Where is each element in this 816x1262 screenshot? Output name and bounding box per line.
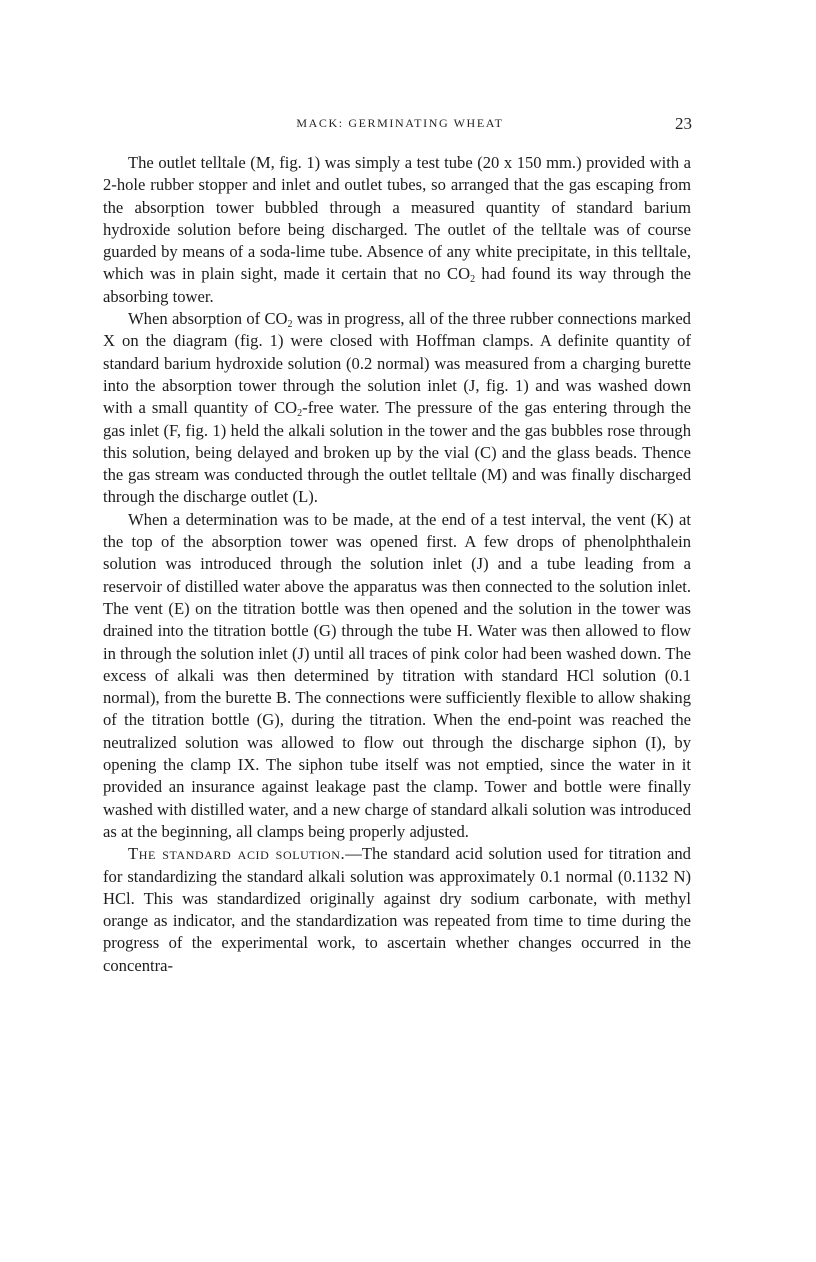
subscript: 2 — [287, 319, 293, 331]
paragraph-text: —The standard acid solution used for titration and for standardizing the standard alkali solution was approximately 0.1 normal (0.1132 N) HCl. This was standardized originally against dry sodium carbonate, with methyl orange as indicator, and the standardization was repeated from time to time during the progress of the experimental work, to ascertain whether changes occurred in the concentra- — [103, 844, 691, 975]
subscript: 2 — [470, 274, 476, 286]
paragraph-text: had found its way through the absorbing tower. — [103, 264, 691, 306]
paragraph-text: When absorption of CO — [128, 309, 288, 329]
paragraph-standard-acid — [103, 843, 691, 977]
paragraph-text: The outlet telltale (M, fig. 1) was simply a test tube (20 x 150 mm.) provided with a 2-hole rubber stopper and inlet and outlet tubes, so arranged that the gas escaping from the absorption tower bubbled through a measured quantity of standard barium hydroxide solution before being discharged. The outlet of the telltale was of course guarded by means of a soda-lime tube. Absence of any white precipitate, in this telltale, which was in plain sight, made it certain that no CO — [103, 153, 691, 284]
running-title: MACK: GERMINATING WHEAT — [296, 116, 504, 130]
paragraph-outlet-telltale — [103, 152, 691, 308]
section-heading: The standard acid solution. — [128, 844, 346, 864]
subscript: 2 — [297, 408, 303, 420]
body-text — [103, 152, 691, 977]
paragraph-text: was in progress, all of the three rubber connections marked X on the diagram (fig. 1) were closed with Hoffman clamps. A definite quantity of standard barium hydroxide solution (0.2 normal) was measured from a charging burette into the absorption tower through the solution inlet (J, fig. 1) and was washed down with a small quantity of CO — [103, 309, 691, 418]
running-header — [0, 114, 816, 134]
paragraph-determination — [103, 509, 691, 843]
paragraph-text: When a determination was to be made, at the end of a test interval, the vent (K) at the top of the absorption tower was opened first. A few drops of phenolphthalein solution was introduced through the solution inlet (J) and a tube leading from a reservoir of distilled water above the apparatus was then connected to the solution inlet. The vent (E) on the titration bottle was then opened and the solution in the tower was drained into the titration bottle (G) through the tube H. Water was then allowed to flow in through the solution inlet (J) until all traces of pink color had been washed down. The excess of alkali was then determined by titration with standard HCl solution (0.1 normal), from the burette B. The connections were sufficiently flexible to allow shaking of the titration bottle (G), during the titration. When the end-point was reached the neutralized solution was allowed to flow out through the discharge siphon (I), by opening the clamp IX. The siphon tube itself was not emptied, since the water in it provided an insurance against leakage past the clamp. Tower and bottle were finally washed with distilled water, and a new charge of standard alkali solution was introduced as at the beginning, all clamps being properly adjusted. — [103, 509, 691, 841]
paragraph-absorption — [103, 308, 691, 509]
paragraph-text: -free water. The pressure of the gas entering through the gas inlet (F, fig. 1) held the alkali solution in the tower and the gas bubbles rose through this solution, being delayed and broken up by the vial (C) and the glass beads. Thence the gas stream was conducted through the outlet telltale (M) and was finally discharged through the discharge outlet (L). — [103, 398, 691, 507]
page-number: 23 — [675, 114, 692, 133]
